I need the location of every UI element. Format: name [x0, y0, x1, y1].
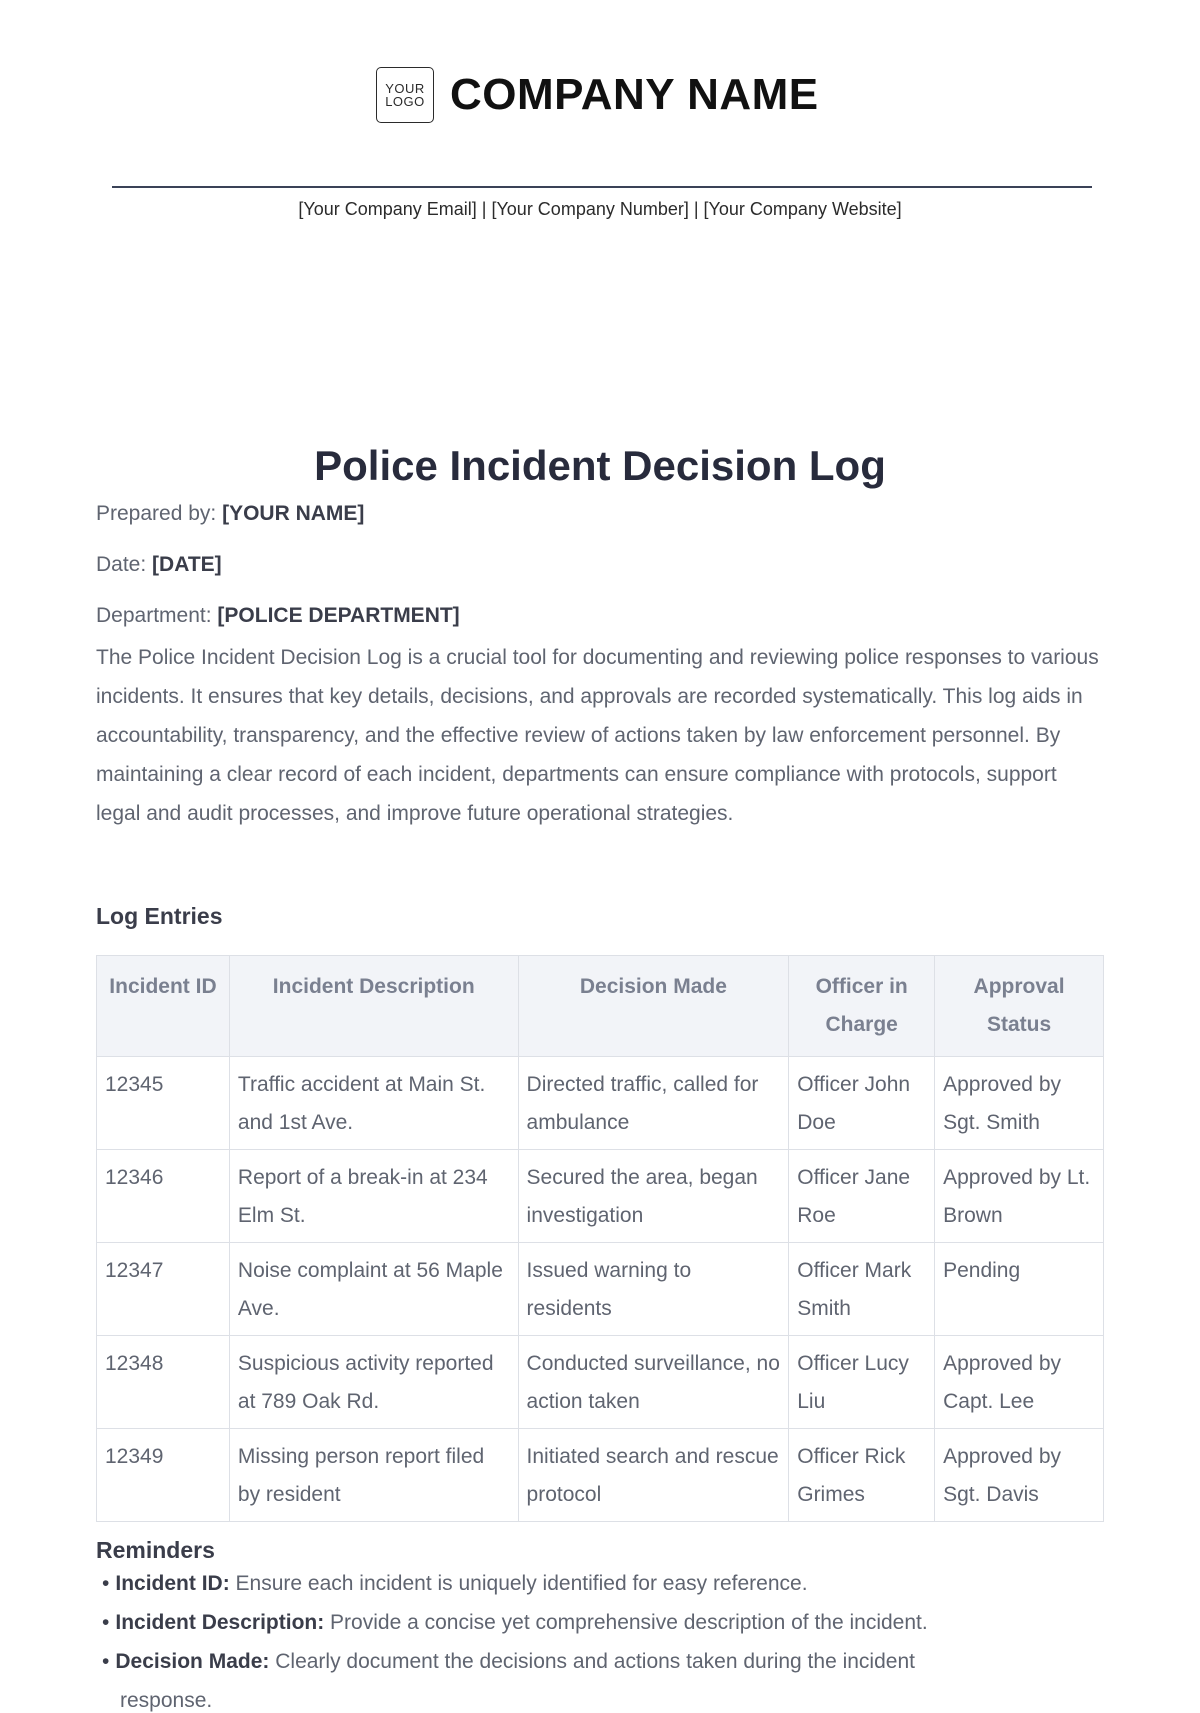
reminder-text: Ensure each incident is uniquely identified for easy reference. — [229, 1572, 808, 1595]
date-label: Date: — [96, 553, 147, 576]
column-header: Incident Description — [229, 956, 518, 1057]
header-divider — [112, 186, 1092, 188]
officer-cell: Officer Jane Roe — [789, 1150, 935, 1243]
officer-cell: Officer Mark Smith — [789, 1243, 935, 1336]
table-row — [97, 1336, 1104, 1429]
officer-cell: Officer Lucy Liu — [789, 1336, 935, 1429]
date — [96, 553, 222, 577]
prepared-by-label: Prepared by: — [96, 502, 217, 525]
list-item — [96, 1564, 1116, 1603]
approval-cell: Pending — [935, 1243, 1104, 1336]
incident-description-cell: Report of a break-in at 234 Elm St. — [229, 1150, 518, 1243]
officer-cell: Officer Rick Grimes — [789, 1429, 935, 1522]
table-row — [97, 1243, 1104, 1336]
brand — [376, 67, 819, 123]
column-header: Officer in Charge — [789, 956, 935, 1057]
table-row — [97, 1429, 1104, 1522]
department — [96, 604, 460, 628]
date-value: [DATE] — [152, 553, 222, 576]
reminders-list — [96, 1564, 1116, 1681]
prepared-by — [96, 502, 364, 526]
log-table — [96, 955, 1104, 1522]
incident-id-cell: 12348 — [97, 1336, 230, 1429]
approval-cell: Approved by Lt. Brown — [935, 1150, 1104, 1243]
decision-cell: Directed traffic, called for ambulance — [518, 1057, 789, 1150]
incident-id-cell: 12345 — [97, 1057, 230, 1150]
company-name: COMPANY NAME — [450, 70, 819, 119]
incident-id-cell: 12346 — [97, 1150, 230, 1243]
reminder-label: Decision Made: — [115, 1650, 270, 1673]
decision-cell: Secured the area, began investigation — [518, 1150, 789, 1243]
approval-cell: Approved by Sgt. Smith — [935, 1057, 1104, 1150]
decision-cell: Conducted surveillance, no action taken — [518, 1336, 789, 1429]
incident-id-cell: 12347 — [97, 1243, 230, 1336]
reminder-text: Clearly document the decisions and actions taken during the incident — [269, 1650, 915, 1673]
logo-line-1: YOUR — [385, 81, 425, 96]
list-item — [96, 1603, 1116, 1642]
page-title: Police Incident Decision Log — [314, 442, 886, 489]
decision-cell: Issued warning to residents — [518, 1243, 789, 1336]
list-item — [96, 1642, 1116, 1681]
incident-description-cell: Noise complaint at 56 Maple Ave. — [229, 1243, 518, 1336]
decision-cell: Initiated search and rescue protocol — [518, 1429, 789, 1522]
department-value: [POLICE DEPARTMENT] — [217, 604, 460, 627]
logo-placeholder — [376, 67, 434, 123]
reminder-label: Incident ID: — [115, 1572, 230, 1595]
incident-description-cell: Suspicious activity reported at 789 Oak Rd. — [229, 1336, 518, 1429]
table-row — [97, 1150, 1104, 1243]
reminder-continuation: response. — [120, 1689, 213, 1712]
column-header: Decision Made — [518, 956, 789, 1057]
table-row — [97, 1057, 1104, 1150]
column-header: Approval Status — [935, 956, 1104, 1057]
incident-description-cell: Traffic accident at Main St. and 1st Ave. — [229, 1057, 518, 1150]
logo-line-2: LOGO — [385, 94, 425, 109]
department-label: Department: — [96, 604, 212, 627]
approval-cell: Approved by Capt. Lee — [935, 1336, 1104, 1429]
reminder-text: Provide a concise yet comprehensive description of the incident. — [324, 1611, 928, 1634]
incident-id-cell: 12349 — [97, 1429, 230, 1522]
approval-cell: Approved by Sgt. Davis — [935, 1429, 1104, 1522]
reminder-label: Incident Description: — [115, 1611, 325, 1634]
column-header: Incident ID — [97, 956, 230, 1057]
officer-cell: Officer John Doe — [789, 1057, 935, 1150]
table-header-row — [97, 956, 1104, 1057]
company-contact: [Your Company Email] | [Your Company Number] | [Your Company Website] — [298, 199, 902, 219]
prepared-by-value: [YOUR NAME] — [222, 502, 365, 525]
reminders-heading: Reminders — [96, 1537, 215, 1563]
log-entries-heading: Log Entries — [96, 903, 223, 929]
incident-description-cell: Missing person report filed by resident — [229, 1429, 518, 1522]
intro-paragraph: The Police Incident Decision Log is a crucial tool for documenting and reviewing police responses to various incidents. It ensures that key details, decisions, and approvals are recorded systematically. This log aids in accountability, transparency, and the effective review of actions taken by law enforcement personnel. By maintaining a clear record of each incident, departments can ensure compliance with protocols, support legal and audit processes, and improve future operational strategies. — [96, 646, 1099, 825]
